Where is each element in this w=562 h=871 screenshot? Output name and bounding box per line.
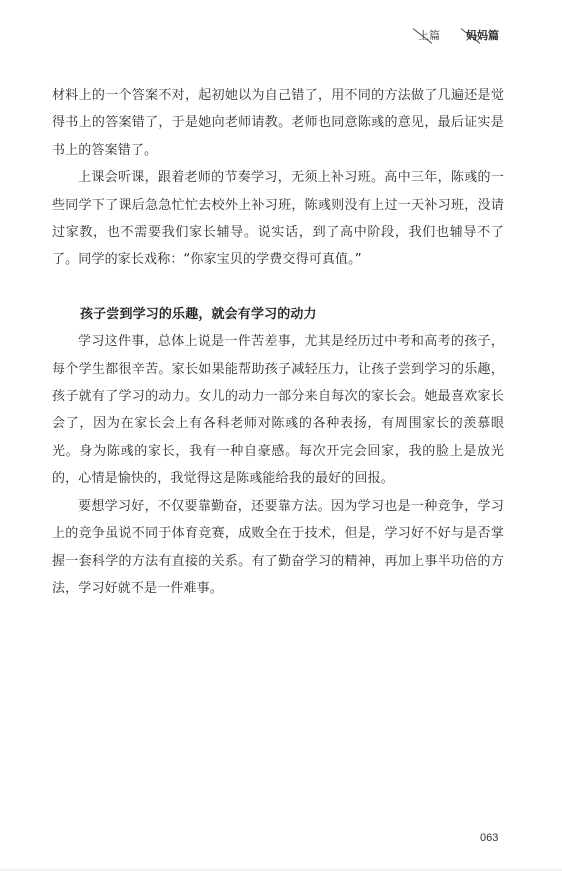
body-paragraph: 学习这件事，总体上说是一件苦差事，尤其是经历过中考和高考的孩子，每个学生都很辛苦。家长如果能帮助孩子减轻压力，让孩子尝到学习的乐趣，孩子就有了学习的动力。女儿的动力一部分来自每次的家长会。她最喜欢家长会了，因为在家长会上有各科老师对陈彧的各种表扬，有周围家长的羡慕眼光。身为陈彧的家长，我有一种自豪感。每次开完会回家，我的脸上是放光的，心情是愉快的，我觉得这是陈彧能给我的最好的回报。 [52,334,504,487]
page-number: 063 [480,832,499,844]
body-paragraph-continued: 材料上的一个答案不对，起初她以为自己错了，用不同的方法做了几遍还是觉得书上的答案错了，于是她向老师请教。老师也同意陈彧的意见，最后证实是书上的答案错了。 [52,88,504,158]
running-header [408,22,518,48]
section-heading: 孩子尝到学习的乐趣，就会有学习的动力 [80,306,317,322]
body-paragraph: 上课会听课，跟着老师的节奏学习，无须上补习班。高中三年，陈彧的一些同学下了课后急急忙忙去校外上补习班，陈彧则没有上过一天补习班，没请过家教，也不需要我们家长辅导。说实话，到了高中阶段，我们也辅导不了了。同学的家长戏称：“你家宝贝的学费交得可真值。” [52,170,504,268]
page-body [52,82,504,602]
header-part-label: 上篇 [418,29,440,42]
body-paragraph: 要想学习好，不仅要靠勤奋，还要靠方法。因为学习也是一种竞争，学习上的竞争虽说不同于体育竞赛，成败全在于技术，但是，学习好不好与是否掌握一套科学的方法有直接的关系。有了勤奋学习的精神，再加上事半功倍的方法，学习好就不是一件难事。 [52,498,504,596]
header-section-label: 妈妈篇 [466,29,499,42]
